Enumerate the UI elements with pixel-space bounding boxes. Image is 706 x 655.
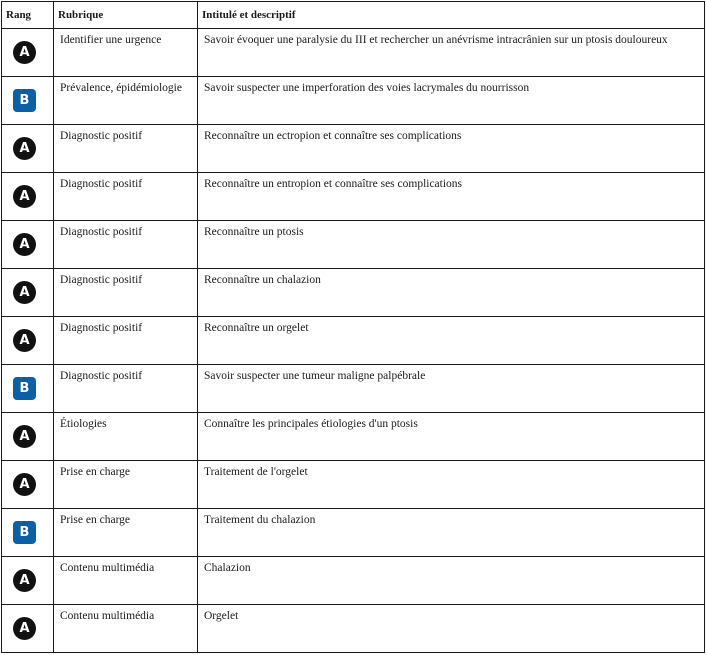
rang-badge-icon: A	[13, 569, 36, 592]
table-row	[2, 317, 705, 365]
rang-badge-icon: B	[13, 521, 36, 544]
rang-badge-icon: A	[13, 41, 36, 64]
intitule-cell: Connaître les principales étiologies d'un ptosis	[198, 413, 705, 461]
rang-cell	[2, 269, 54, 317]
table-row	[2, 413, 705, 461]
rang-cell	[2, 29, 54, 77]
rang-badge-icon: A	[13, 185, 36, 208]
rubrique-cell: Étiologies	[54, 413, 198, 461]
rubrique-cell: Diagnostic positif	[54, 317, 198, 365]
rang-badge-icon: A	[13, 281, 36, 304]
rang-badge-icon: A	[13, 137, 36, 160]
table-row	[2, 365, 705, 413]
rubrique-cell: Prise en charge	[54, 509, 198, 557]
rubrique-cell: Contenu multimédia	[54, 605, 198, 653]
rubrique-cell: Identifier une urgence	[54, 29, 198, 77]
table-row	[2, 173, 705, 221]
rang-badge-icon: B	[13, 89, 36, 112]
table-row	[2, 29, 705, 77]
intitule-cell: Reconnaître un ptosis	[198, 221, 705, 269]
header-intitule: Intitulé et descriptif	[198, 2, 705, 29]
intitule-cell: Savoir évoquer une paralysie du III et rechercher un anévrisme intracrânien sur un ptosis douloureux	[198, 29, 705, 77]
rubrique-cell: Diagnostic positif	[54, 269, 198, 317]
intitule-cell: Savoir suspecter une tumeur maligne palpébrale	[198, 365, 705, 413]
rang-cell	[2, 365, 54, 413]
rubrique-cell: Diagnostic positif	[54, 173, 198, 221]
header-rubrique: Rubrique	[54, 2, 198, 29]
rang-cell	[2, 173, 54, 221]
rubrique-cell: Prévalence, épidémiologie	[54, 77, 198, 125]
table-row	[2, 77, 705, 125]
table-row	[2, 509, 705, 557]
table-row	[2, 221, 705, 269]
intitule-cell: Reconnaître un chalazion	[198, 269, 705, 317]
rubrique-cell: Diagnostic positif	[54, 365, 198, 413]
rubrique-cell: Diagnostic positif	[54, 125, 198, 173]
objectives-table	[1, 1, 705, 653]
rang-cell	[2, 413, 54, 461]
header-rang: Rang	[2, 2, 54, 29]
rang-badge-icon: B	[13, 377, 36, 400]
table-row	[2, 557, 705, 605]
intitule-cell: Chalazion	[198, 557, 705, 605]
header-row	[2, 2, 705, 29]
rang-badge-icon: A	[13, 473, 36, 496]
table-row	[2, 461, 705, 509]
table-row	[2, 269, 705, 317]
rang-cell	[2, 509, 54, 557]
intitule-cell: Reconnaître un ectropion et connaître ses complications	[198, 125, 705, 173]
intitule-cell: Traitement de l'orgelet	[198, 461, 705, 509]
rang-cell	[2, 557, 54, 605]
table-row	[2, 125, 705, 173]
rang-cell	[2, 77, 54, 125]
rang-badge-icon: A	[13, 233, 36, 256]
rang-cell	[2, 317, 54, 365]
intitule-cell: Orgelet	[198, 605, 705, 653]
rang-cell	[2, 605, 54, 653]
rang-badge-icon: A	[13, 617, 36, 640]
table-row	[2, 605, 705, 653]
rang-badge-icon: A	[13, 329, 36, 352]
rubrique-cell: Prise en charge	[54, 461, 198, 509]
intitule-cell: Traitement du chalazion	[198, 509, 705, 557]
rubrique-cell: Diagnostic positif	[54, 221, 198, 269]
rang-badge-icon: A	[13, 425, 36, 448]
rang-cell	[2, 125, 54, 173]
intitule-cell: Reconnaître un entropion et connaître ses complications	[198, 173, 705, 221]
intitule-cell: Savoir suspecter une imperforation des voies lacrymales du nourrisson	[198, 77, 705, 125]
rang-cell	[2, 221, 54, 269]
rubrique-cell: Contenu multimédia	[54, 557, 198, 605]
rang-cell	[2, 461, 54, 509]
intitule-cell: Reconnaître un orgelet	[198, 317, 705, 365]
